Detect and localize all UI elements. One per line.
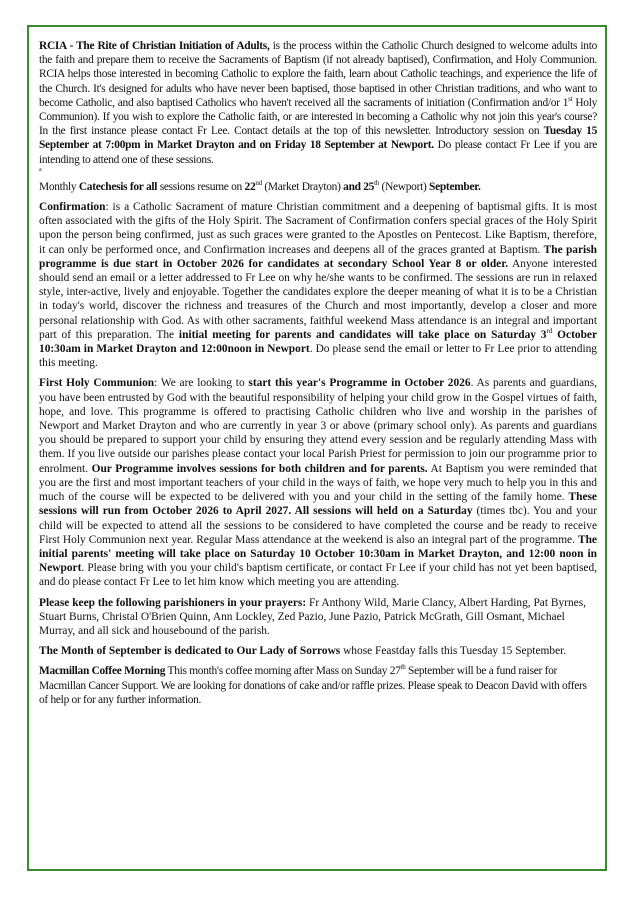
communion-meeting: The initial parents' meeting will take place on Saturday 10 October 10:30am in Market Drayton, and 12:00 noon in Newport — [39, 533, 597, 575]
communion-paragraph — [39, 376, 597, 589]
catechesis-text: (Newport) — [378, 180, 430, 193]
macmillan-paragraph — [39, 664, 597, 707]
catechesis-sup: nd — [255, 179, 262, 188]
macmillan-title: Macmillan Coffee Morning — [39, 665, 166, 678]
newsletter-frame — [27, 25, 607, 871]
rcia-paragraph — [39, 39, 597, 167]
confirmation-meeting: initial meeting for parents and candidates will take place on Saturday 3 — [178, 328, 547, 341]
confirmation-text: Anyone interested should send an email or a letter addressed to Fr Lee on why he/she wants to be confirmed. The sessions are run in relaxed style, inter-active, lively and enjoyable. Together the candidates explore the deeper meaning of what it is to be a Christian in today's world, discover the richness and treasures of the Church and most importantly, develop a closer and more personal relationship with God. As with other sacraments, faithful weekend Mass attendance is an integral and important part of this preparation. The — [39, 257, 597, 341]
stray-marker: a — [39, 166, 42, 173]
communion-text: (times tbc). You and your child will be expected to attend all the sessions to be considered to have completed the course and be ready to receive First Holy Communion next year. Regular Mass attendance at the weekend is also an integral part of the programme. — [39, 505, 597, 546]
rcia-dates: Tuesday 15 September at 7:00pm in Market Drayton and on Friday 18 September at Newport. — [39, 125, 597, 152]
confirmation-meeting: October 10:30am in Market Drayton and 12:00noon in Newport — [39, 328, 598, 356]
catechesis-and: and — [343, 180, 361, 193]
communion-text: : We are looking to — [154, 377, 249, 390]
catechesis-sup: th — [374, 179, 379, 188]
september-paragraph — [39, 644, 597, 658]
macmillan-text: September will be a fund raiser for Macmillan Cancer Support. We are looking for donations of cake and/or raffle prizes. Please speak to Deacon David with offers of help or for any further information. — [39, 665, 587, 706]
prayers-text: Fr Anthony Wild, Marie Clancy, Albert Harding, Pat Byrnes, Stuart Burns, Christal O'Brien Quinn, Ann Lockley, Zed Pazio, June Pazio, Patrick McGrath, Gill Osmant, Michael Murray, and all sick and housebound of the parish. — [39, 596, 586, 637]
rcia-title: RCIA - The Rite of Christian Initiation of Adults, — [39, 40, 270, 52]
communion-schedule: These sessions will run from October 2026 to April 2027. All sessions will held on a Saturday — [39, 491, 597, 518]
macmillan-sup: th — [400, 663, 406, 672]
communion-start: start this year's Programme in October 2026 — [248, 377, 471, 390]
communion-text: At Baptism you were reminded that you are the first and most important teachers of your child in the ways of faith, we hope very much to help you in this and much of the course will be expected to be delivered with you and your child in the setting of the family home. — [39, 462, 597, 504]
communion-sessions: Our Programme involves sessions for both children and for parents. — [91, 462, 428, 475]
september-text: whose Feastday falls this Tuesday 15 September. — [340, 645, 567, 658]
communion-text: . Please bring with you your child's baptism certificate, or contact Fr Lee if your child has not yet been baptised, and do please contact Fr Lee to let him know which meeting you are attending. — [39, 562, 597, 589]
rcia-text: is the process within the Catholic Church designed to welcome adults into the faith and prepare them to receive the Sacraments of Baptism (if not already baptised), Confirmation, and Holy Communion. RCIA helps those interested in becoming Catholic to explore the faith, learn about Catholic teachings, and experience the life of the Church. It's designed for adults who have never been baptised, those baptised in other Christian traditions, and who want to become Catholic, and also baptised Catholics who haven't received all the sacraments of initiation (Confirmation and/or 1 — [39, 40, 597, 109]
confirmation-title: Confirmation — [39, 201, 106, 214]
catechesis-paragraph — [39, 180, 597, 194]
communion-title: First Holy Communion — [39, 377, 155, 390]
communion-text: . As parents and guardians, you have been entrusted by God with the beautiful responsibility of helping your child grow in the Gospel virtues of faith, hope, and love. This programme is offered to practising Catholic children who live and worship in the parishes of Newport and Market Drayton and who are currently in year 3 or above (primary school only). As parents and guardians you should be prepared to support your child by ensuring they attend every session and be regularly attending Mass with them. If you live outside our parishes please contact your local Parish Priest for permission to join our programme prior to enrolment. — [39, 377, 597, 475]
confirmation-programme: The parish programme is due start in October 2026 for candidates at secondary School Year 8 or older. — [39, 243, 597, 270]
confirmation-text: : is a Catholic Sacrament of mature Christian commitment and a deepening of baptismal gifts. It is most often associated with the gifts of the Holy Spirit. The Sacrament of Confirmation confers special graces of the Holy Spirit upon the person being confirmed, just as such graces were granted to the Apostles on Pentecost. Like Baptism, therefore, it can only be performed once, and Confirmation increases and deepens all of the graces granted at Baptism. — [39, 201, 597, 256]
confirmation-paragraph — [39, 200, 597, 370]
confirmation-sup: rd — [546, 327, 553, 336]
newsletter-content — [39, 39, 597, 707]
prayers-paragraph — [39, 596, 597, 639]
catechesis-month: September. — [429, 180, 481, 193]
macmillan-text: This month's coffee morning after Mass on Sunday 27 — [165, 665, 401, 678]
catechesis-text: sessions resume on — [157, 180, 245, 193]
rcia-sup: st — [568, 95, 573, 104]
catechesis-date: 22 — [244, 180, 256, 193]
catechesis-text: Monthly — [39, 180, 79, 193]
confirmation-text: . Do please send the email or letter to Fr Lee prior to attending this meeting. — [39, 343, 597, 370]
rcia-text: Holy Communion). If you wish to explore the Catholic faith, or are interested in becoming a Catholic why not join this year's course? In the first instance please contact Fr Lee. Contact details at the top of this newsletter. Introductory session on — [39, 96, 597, 138]
september-title: The Month of September is dedicated to Our Lady of Sorrows — [39, 645, 341, 658]
rcia-text: Do please contact Fr Lee if you are intending to attend one of these sessions. — [39, 139, 597, 166]
catechesis-text: (Market Drayton) — [261, 180, 344, 193]
prayers-title: Please keep the following parishioners in your prayers: — [39, 596, 307, 609]
catechesis-date: 25 — [360, 180, 375, 193]
catechesis-title: Catechesis for all — [78, 180, 158, 193]
